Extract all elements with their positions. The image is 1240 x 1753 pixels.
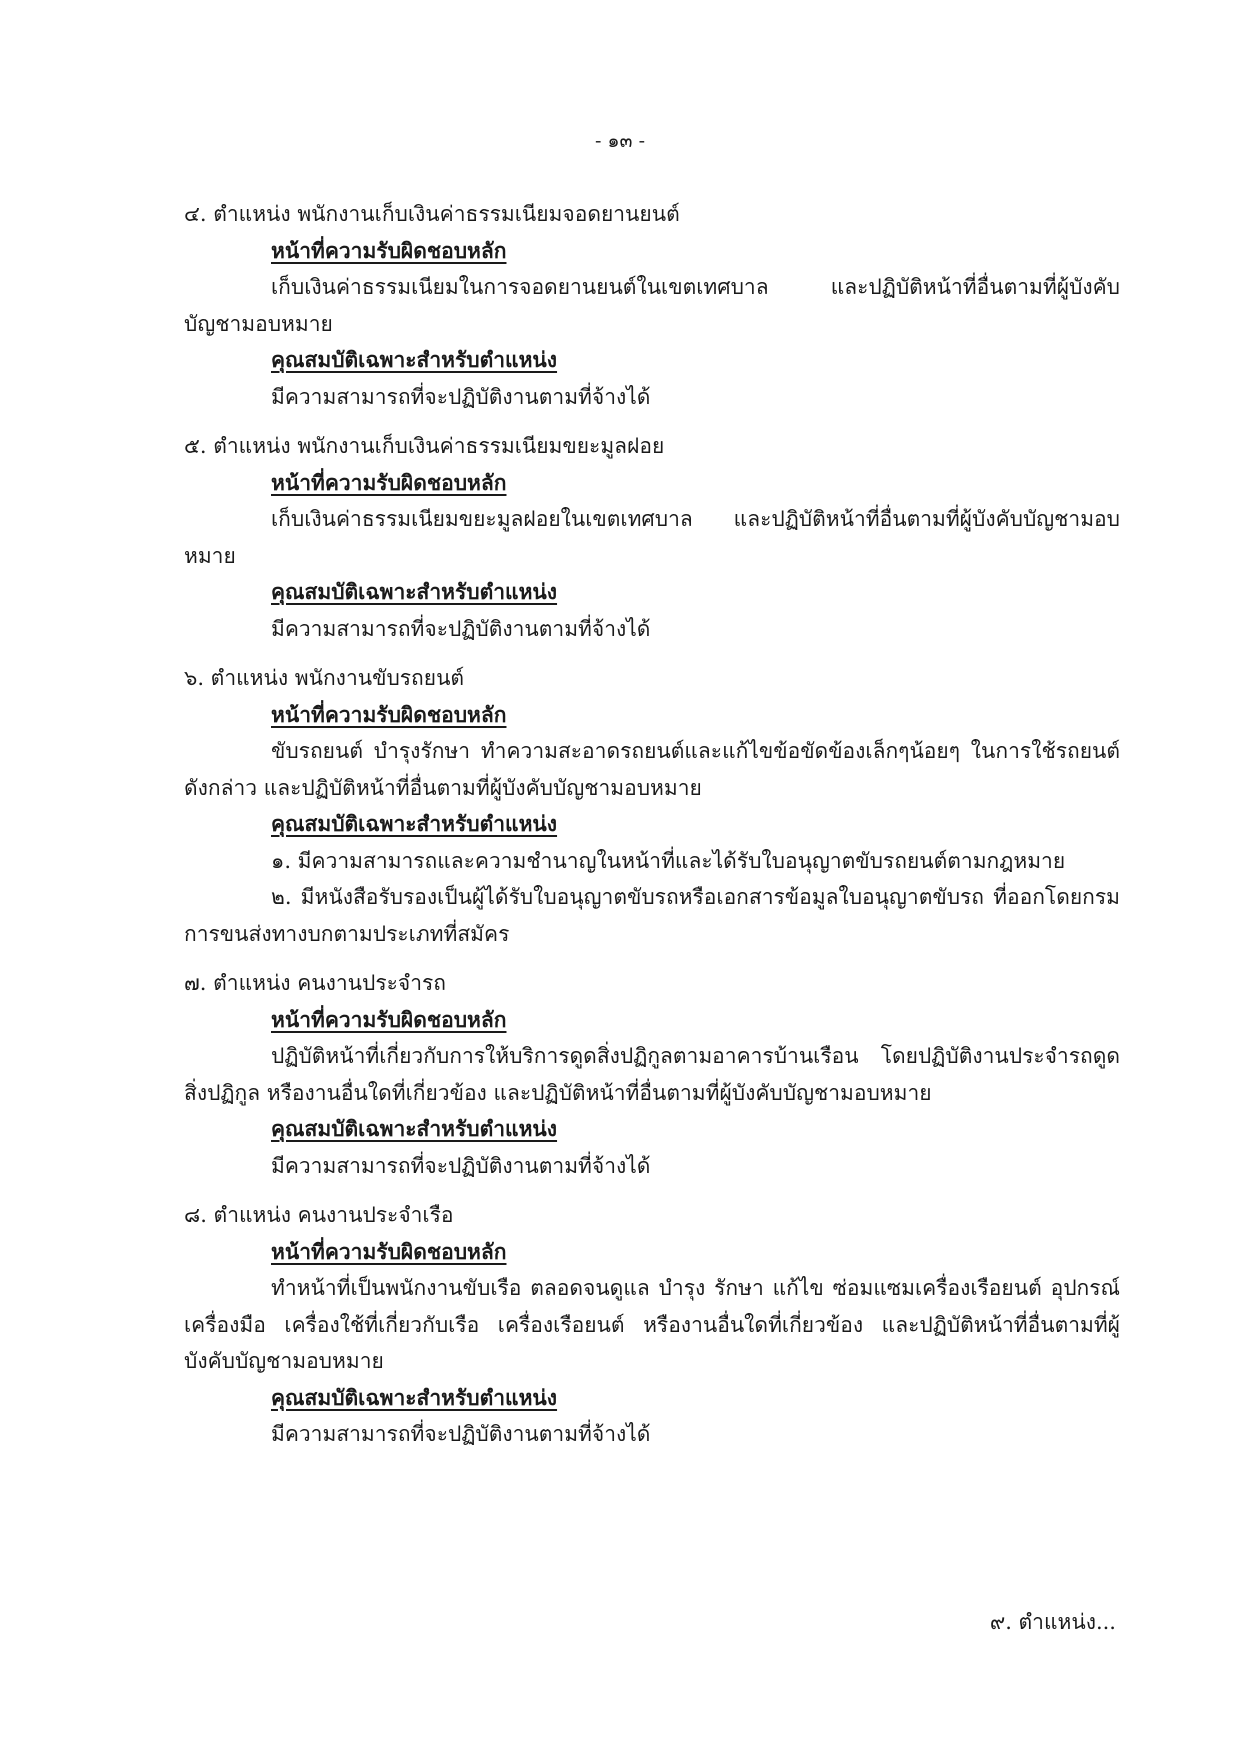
duties-text: ขับรถยนต์ บำรุงรักษา ทำความสะอาดรถยนต์และแก้ไขข้อขัดข้องเล็กๆน้อยๆ ในการใช้รถยนต์ดังกล่าว และปฏิบัติหน้าที่อื่นตามที่ผู้บังคับบัญชามอบหมาย <box>184 739 1120 800</box>
section-title: ๗. ตำแหน่ง คนงานประจำรถ <box>184 971 447 995</box>
duties-text: ปฏิบัติหน้าที่เกี่ยวกับการให้บริการดูดสิ่งปฏิกูลตามอาคารบ้านเรือน โดยปฏิบัติงานประจำรถดูดสิ่งปฏิกูล หรืองานอื่นใดที่เกี่ยวข้อง และปฏิบัติหน้าที่อื่นตามที่ผู้บังคับบัญชามอบหมาย <box>184 1044 1120 1105</box>
section-position-6 <box>184 660 1120 952</box>
page-number: - ๑๓ - <box>595 130 645 152</box>
qualification-heading: คุณสมบัติเฉพาะสำหรับตำแหน่ง <box>271 1116 558 1141</box>
duties-heading: หน้าที่ความรับผิดชอบหลัก <box>271 469 507 495</box>
qualification-heading: คุณสมบัติเฉพาะสำหรับตำแหน่ง <box>271 579 558 604</box>
qualification-text: มีความสามารถที่จะปฏิบัติงานตามที่จ้างได้ <box>271 1153 651 1178</box>
qualification-item-1: ๑. มีความสามารถและความชำนาญในหน้าที่และได้รับใบอนุญาตขับรถยนต์ตามกฎหมาย <box>271 848 1066 873</box>
section-title: ๖. ตำแหน่ง พนักงานขับรถยนต์ <box>184 666 465 690</box>
qualification-text: มีความสามารถที่จะปฏิบัติงานตามที่จ้างได้ <box>271 384 651 409</box>
duties-text: เก็บเงินค่าธรรมเนียมในการจอดยานยนต์ในเขตเทศบาล และปฏิบัติหน้าที่อื่นตามที่ผู้บังคับบัญชามอบหมาย <box>184 275 1120 336</box>
continuation-note: ๙. ตำแหน่ง... <box>989 1610 1116 1634</box>
section-position-8 <box>184 1197 1120 1453</box>
duties-heading: หน้าที่ความรับผิดชอบหลัก <box>271 1238 507 1264</box>
qualification-heading: คุณสมบัติเฉพาะสำหรับตำแหน่ง <box>271 811 558 836</box>
section-title: ๘. ตำแหน่ง คนงานประจำเรือ <box>184 1203 454 1227</box>
qualification-item-2: ๒. มีหนังสือรับรองเป็นผู้ได้รับใบอนุญาตขับรถหรือเอกสารข้อมูลใบอนุญาตขับรถ ที่ออกโดยกรมการขนส่งทางบกตามประเภทที่สมัคร <box>184 885 1120 946</box>
qualification-heading: คุณสมบัติเฉพาะสำหรับตำแหน่ง <box>271 1384 558 1410</box>
qualification-heading: คุณสมบัติเฉพาะสำหรับตำแหน่ง <box>271 347 558 372</box>
section-title: ๕. ตำแหน่ง พนักงานเก็บเงินค่าธรรมเนียมขยะมูลฝอย <box>184 434 665 458</box>
duties-heading: หน้าที่ความรับผิดชอบหลัก <box>271 1006 507 1032</box>
section-position-7 <box>184 965 1120 1184</box>
section-title: ๔. ตำแหน่ง พนักงานเก็บเงินค่าธรรมเนียมจอดยานยนต์ <box>184 202 680 226</box>
duties-text: เก็บเงินค่าธรรมเนียมขยะมูลฝอยในเขตเทศบาล และปฏิบัติหน้าที่อื่นตามที่ผู้บังคับบัญชามอบหมาย <box>184 507 1120 568</box>
section-position-5 <box>184 428 1120 647</box>
duties-text: ทำหน้าที่เป็นพนักงานขับเรือ ตลอดจนดูแล บำรุง รักษา แก้ไข ซ่อมแซมเครื่องเรือยนต์ อุปกรณ์ เครื่องมือ เครื่องใช้ที่เกี่ยวกับเรือ เครื่องเรือยนต์ หรืองานอื่นใดที่เกี่ยวข้อง และปฏิบัติหน้าที่อื่นตามที่ผู้บังคับบัญชามอบหมาย <box>184 1276 1120 1373</box>
qualification-text: มีความสามารถที่จะปฏิบัติงานตามที่จ้างได้ <box>271 1422 651 1446</box>
duties-heading: หน้าที่ความรับผิดชอบหลัก <box>271 701 507 727</box>
qualification-text: มีความสามารถที่จะปฏิบัติงานตามที่จ้างได้ <box>271 616 651 641</box>
section-position-4 <box>184 196 1120 415</box>
document-body <box>184 196 1120 1466</box>
duties-heading: หน้าที่ความรับผิดชอบหลัก <box>271 237 507 263</box>
